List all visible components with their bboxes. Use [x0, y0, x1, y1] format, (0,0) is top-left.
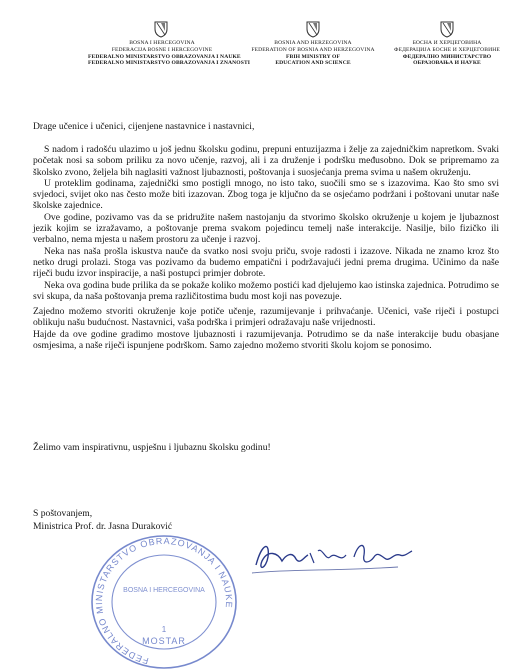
letter-greeting: Drage učenice i učenici, cijenjene nastavnice i nastavnici,	[33, 121, 255, 132]
coat-of-arms-icon	[152, 20, 170, 38]
letterhead-cyrillic	[388, 40, 506, 67]
letterhead-line: BOSNA I HERCEGOVINA	[129, 40, 195, 46]
coat-of-arms-icon	[438, 20, 456, 38]
letter-paragraph: U proteklim godinama, zajednički smo postigli mnogo, no isto tako, suočili smo se s izazovima. Kao što smo svi svjedoci, svijet oko nas često može biti izazovan. Zbog toga je ključno da se osjećamo podržani i poštovani unutar naše školske zajednice.	[33, 177, 499, 212]
letter-paragraph: Neka ova godina bude prilika da se pokaže koliko možemo postići kad djelujemo kao istinska zajednica. Potrudimo se svi skupa, da naša poštovanja prema različitostima budu most koji nas povezuje.	[33, 279, 499, 302]
letter-paragraph: S nadom i radošću ulazimo u još jednu školsku godinu, prepuni entuzijazma i želje za zajedničkim napretkom. Svaki početak nosi sa sobom priliku za novo učenje, razvoj, ali i za druženje i podršku međusobno. Dok se pripremamo za školsko zvono, željela bih naglasiti važnost ljubaznosti, poštovanja i suosjećanja prema svima u našem okruženju.	[33, 144, 499, 178]
signatory-name: Ministrica Prof. dr. Jasna Duraković	[33, 520, 173, 532]
letter-paragraph: Hajde da ove godine gradimo mostove ljubaznosti i razumijevanja. Potrudimo se da naše interakcije budu obasjane osmjesima, a naše riječi ispunjene podrškom. Samo zajedno možemo stvoriti školu kojom se ponosimo.	[33, 328, 499, 352]
letter-body	[33, 144, 499, 351]
stamp-city: MOSTAR	[142, 636, 186, 646]
signature-block	[33, 508, 172, 533]
coat-of-arms-icon	[304, 20, 322, 38]
handwritten-signature	[248, 535, 418, 579]
letterhead-line: ФЕДЕРАЦИЈА БОСНЕ И ХЕРЦЕГОВИНЕ	[394, 46, 500, 53]
letterhead-line: EDUCATION AND SCIENCE	[275, 60, 351, 67]
letter-paragraph: Ove godine, pozivamo vas da se pridružite našem nastojanju da stvorimo školsko okruženje u kojem je ljubaznost jezik kojim se izražavamo, a poštovanje prema svakom pojedincu temelj naše interakcije. Nasilje, bilo fizičko ili verbalno, nema mjesta u našem prostoru za učenje i razvoj.	[33, 211, 499, 246]
letterhead-line: ФЕДЕРАЛНО МИНИСТАРСТВО	[402, 53, 492, 60]
letterhead-line: BOSNIA AND HERZEGOVINA	[274, 40, 352, 46]
letterhead-line: FBIH MINISTRY OF	[285, 53, 341, 60]
letterhead-line: FEDERALNO MINISTARSTVO OBRAZOVANJA I NAUKE	[88, 53, 241, 60]
stamp-inner-text: BOSNA I HERCEGOVINA	[123, 587, 205, 594]
letterhead-english	[248, 40, 378, 67]
letterhead-bosnian	[88, 40, 251, 67]
official-stamp	[85, 532, 243, 669]
letterhead-line: ОБРАЗОВАЊА И НАУКЕ	[413, 60, 481, 67]
letter-paragraph: Zajedno možemo stvoriti okruženje koje potiče učenje, razumijevanje i prihvaćanje. Učenici, vaše riječi i postupci oblikuju našu budućnost. Nastavnici, vaša podrška i primjeri odražavaju naše vrijednosti.	[33, 306, 499, 329]
letter-paragraph: Neka nas naša prošla iskustva nauče da svatko nosi svoju priču, svoje radosti i izazove. Nikada ne znamo kroz što netko drugi prolazi. Stoga vas pozivamo da budemo empatični i podržavajući jedni prema drugima. Učinimo da naše riječi budu izvor inspiracije, a naši postupci primjer dobrote.	[33, 245, 499, 280]
letterhead-line: БОСНА И ХЕРЦЕГОВИНА	[412, 40, 482, 46]
stamp-ring-text: FEDERALNO MINISTARSTVO OBRAZOVANJA I NAUKE	[93, 535, 235, 667]
letterhead-line: FEDERACIJA BOSNE I HERCEGOVINE	[111, 46, 213, 53]
sign-off: S poštovanjem,	[33, 508, 93, 519]
letterhead-line: FEDERALNO MINISTARSTVO OBRAZOVANJA I ZNANOSTI	[88, 60, 251, 67]
stamp-number: 1	[161, 625, 167, 634]
letterhead	[0, 20, 518, 76]
letter-closing: Želimo vam inspirativnu, uspješnu i ljubaznu školsku godinu!	[33, 442, 271, 453]
letterhead-line: FEDERATION OF BOSNIA AND HERZEGOVINA	[251, 46, 375, 53]
